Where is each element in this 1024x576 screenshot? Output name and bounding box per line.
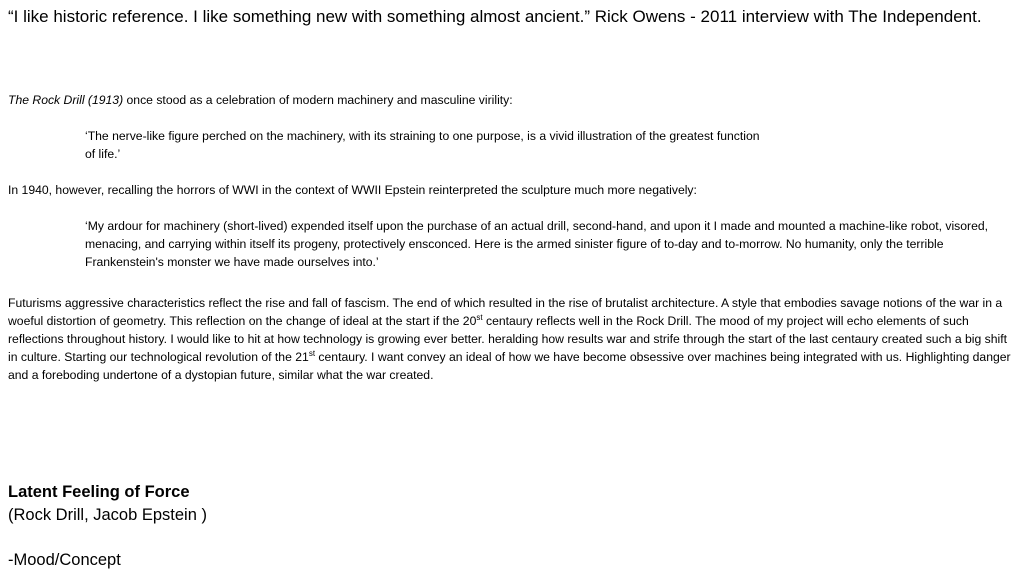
main-text-part-2: centaury reflects well in the Rock Drill. The mood of my project will echo elements of such reflections throughout history. I would like to hit at how technology is growing ever better. heralding how results war and strife through the start of the last centaury created such a big shift in culture. Starting our technological revolution of the 21 [8,314,1008,364]
superscript-st-1: st [476,312,483,322]
intro-paragraph [8,91,1008,109]
main-paragraph [8,294,1016,384]
paragraph-1940: In 1940, however, recalling the horrors of WWI in the context of WWII Epstein reinterpreted the sculpture much more negatively: [8,183,697,197]
epstein-quote-1940: ‘My ardour for machinery (short-lived) expended itself upon the purchase of an actual drill, second-hand, and upon it I made and mounted a machine-like robot, visored, menacing, and carrying within itself its progeny, protectively ensconced. Here is the armed sinister figure of to-day and to-morrow. No humanity, only the terrible Frankenstein's monster we have made ourselves into.’ [85,219,989,269]
superscript-st-2: st [308,348,316,358]
mood-concept-label: -Mood/Concept [8,551,121,569]
main-text-part-1: Futurisms aggressive characteristics reflect the rise and fall of fascism. The end of which resulted in the rise of brutalist architecture. A style that embodies savage notions of the war in a woeful distortion of geometry. This reflection on the change of ideal at the start if the 20 [8,296,1003,328]
epstein-quote-1913: ‘The nerve-like figure perched on the machinery, with its straining to one purpose, is a vivid illustration of the greatest function of life.’ [85,129,760,161]
intro-text: once stood as a celebration of modern machinery and masculine virility: [123,93,513,107]
latent-feeling-title: Latent Feeling of Force [8,483,190,501]
main-text-part-3: centaury. I want convey an ideal of how we have become obsessive over machines being integrated with us. Highlighting danger and a foreboding undertone of a dystopian future, similar what the war created. [8,350,1011,382]
artwork-credit: (Rock Drill, Jacob Epstein ) [8,506,207,524]
rock-drill-title: The Rock Drill (1913) [8,93,124,107]
rick-owens-quote: “I like historic reference. I like something new with something almost ancient.” Rick Owens - 2011 interview with The Independent. [8,7,982,26]
